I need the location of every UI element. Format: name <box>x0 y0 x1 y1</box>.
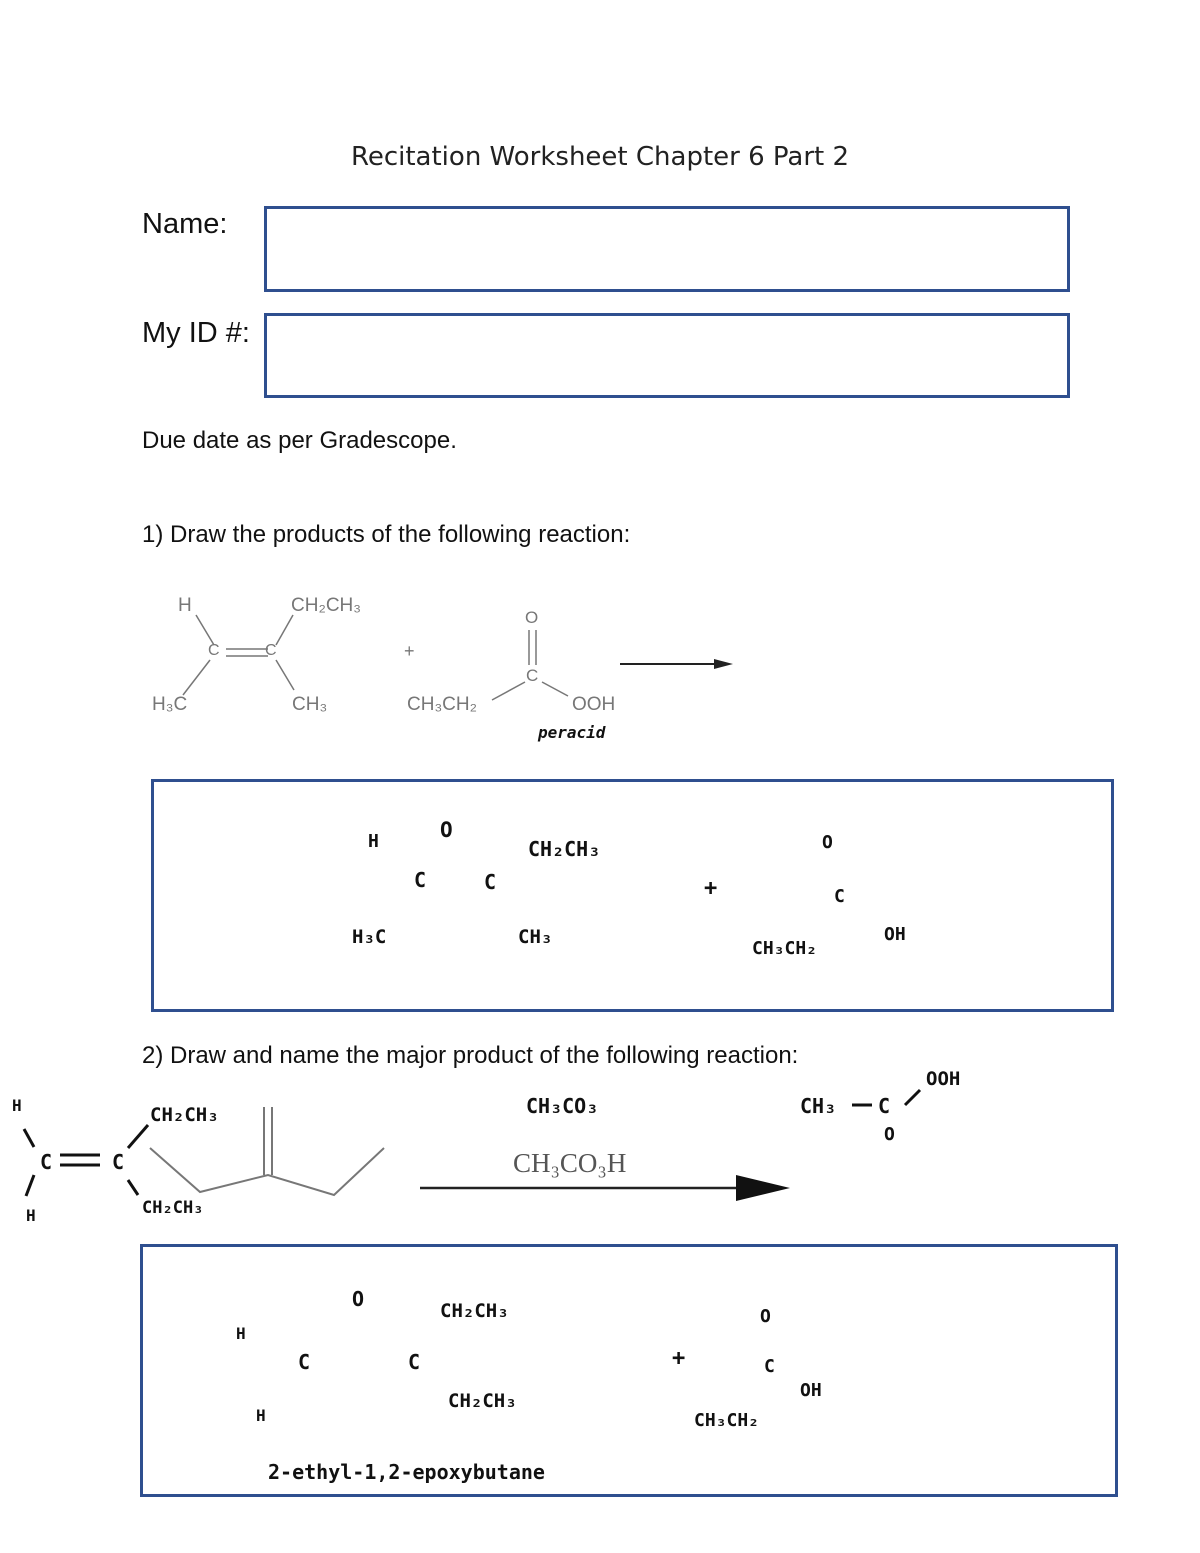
q2-answer-acid-ethyl: CH₃CH₂ <box>694 1410 760 1431</box>
q1-alkene-methyl-right: CH₃ <box>292 694 328 715</box>
q2-reagent-struct-o: O <box>884 1124 895 1145</box>
q1-answer-acid-c: C <box>834 886 845 907</box>
q2-answer-acid-o: O <box>760 1306 771 1327</box>
q1-alkene-c1: C <box>208 642 220 659</box>
q1-alkene-ethyl: CH₂CH₃ <box>291 595 361 616</box>
id-label: My ID #: <box>142 317 250 349</box>
q1-alkene-methyl-left: H₃C <box>152 694 188 715</box>
q1-answer-acid-oh: OH <box>884 924 906 945</box>
q1-peracid-ooh: OOH <box>572 694 616 715</box>
q2-answer-name: 2-ethyl-1,2-epoxybutane <box>268 1460 545 1484</box>
q1-answer-acid-o: O <box>822 832 833 853</box>
q1-alkene-h: H <box>178 595 192 616</box>
q2-answer-h-top: H <box>236 1324 246 1343</box>
q2-reagent-note: CH₃CO₃ <box>526 1094 599 1118</box>
due-date-text: Due date as per Gradescope. <box>142 427 457 454</box>
q2-side-h-bottom: H <box>26 1206 36 1225</box>
q2-answer-c2: C <box>408 1350 421 1374</box>
q1-answer-acid-ethyl: CH₃CH₂ <box>752 938 818 959</box>
q1-answer-h: H <box>368 831 379 852</box>
q2-reagent-struct-ooh: OOH <box>926 1068 961 1090</box>
q1-peracid-note: peracid <box>538 723 606 742</box>
q2-side-c1: C <box>40 1150 53 1174</box>
q2-side-h-top: H <box>12 1096 22 1115</box>
q2-reagent-struct-methyl: CH₃ <box>800 1094 837 1118</box>
q1-peracid-c: C <box>526 666 539 685</box>
page-title: Recitation Worksheet Chapter 6 Part 2 <box>350 142 850 172</box>
q2-answer-h-bottom: H <box>256 1406 266 1425</box>
name-label: Name: <box>142 208 228 240</box>
q2-answer-plus: + <box>672 1346 686 1371</box>
q2-side-top-ethyl: CH₂CH₃ <box>150 1104 219 1126</box>
q1-answer-epoxide-o: O <box>440 818 453 842</box>
q2-answer-acid-c: C <box>764 1356 775 1377</box>
q2-answer-bottom-ethyl: CH₂CH₃ <box>448 1390 517 1412</box>
q1-answer-box[interactable] <box>151 779 1114 1012</box>
q2-answer-top-ethyl: CH₂CH₃ <box>440 1300 509 1322</box>
q2-reagent: CH₃CO₃H <box>513 1148 627 1178</box>
q2-prompt: 2) Draw and name the major product of the following reaction: <box>142 1042 799 1069</box>
q1-answer-plus: + <box>704 876 718 901</box>
q1-peracid-ethyl: CH₃CH₂ <box>407 694 477 715</box>
q2-answer-epoxide-o: O <box>352 1287 365 1311</box>
q1-answer-methyl-right: CH₃ <box>518 926 553 948</box>
q1-plus: + <box>404 641 415 661</box>
q2-reagent-struct-c: C <box>878 1094 891 1118</box>
q1-answer-c2: C <box>484 870 497 894</box>
q1-peracid-o: O <box>525 608 539 627</box>
q2-side-bottom-ethyl: CH₂CH₃ <box>142 1198 204 1218</box>
q1-answer-c1: C <box>414 868 427 892</box>
q1-answer-methyl-left: H₃C <box>352 926 387 948</box>
q2-answer-acid-oh: OH <box>800 1380 822 1401</box>
q1-answer-ethyl: CH₂CH₃ <box>528 837 601 861</box>
q2-side-c2: C <box>112 1150 125 1174</box>
q2-answer-c1: C <box>298 1350 311 1374</box>
q1-alkene-c2: C <box>265 642 277 659</box>
q1-prompt: 1) Draw the products of the following reaction: <box>142 521 631 548</box>
